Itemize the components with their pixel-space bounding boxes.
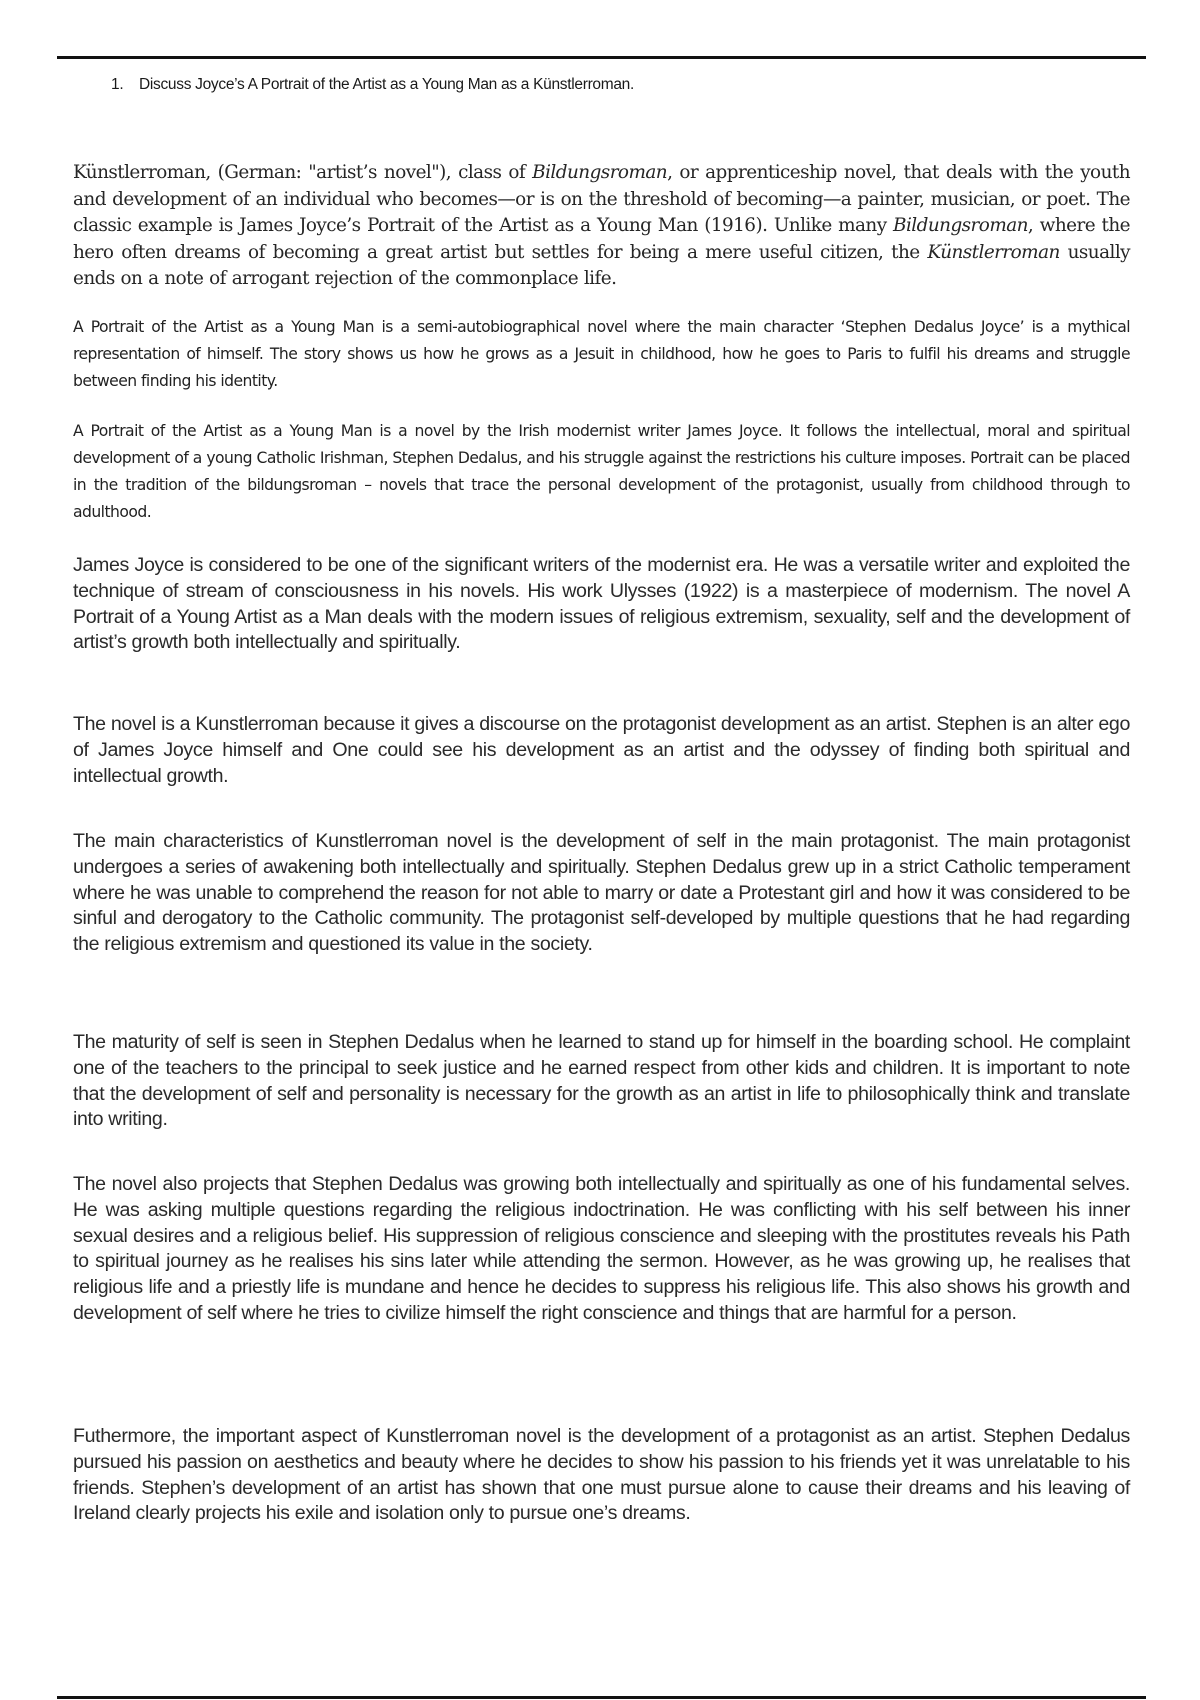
question-number: 1.: [111, 76, 124, 93]
definition-italic-term: Künstlerroman: [927, 241, 1060, 263]
paragraph-furthermore: Futhermore, the important aspect of Kunstlerroman novel is the development of a protagonist as an artist. Stephen Dedalus pursued his passion on aesthetics and beauty where he decides to show his passion to his friends yet it was unrelatable to his friends. Stephen’s development of an artist has shown that one must pursue alone to cause their dreams and his leaving of Ireland clearly projects his exile and isolation only to pursue one’s dreams.: [73, 1425, 1130, 1525]
paragraph-semi-autobiographical: A Portrait of the Artist as a Young Man is a semi-autobiographical novel where the main character ‘Stephen Dedalus Joyce’ is a mythical representation of himself. The story shows us how he grows as a Jesuit in childhood, how he goes to Paris to fulfil his dreams and struggle between finding his identity.: [73, 318, 1130, 390]
paragraph-discourse: The novel is a Kunstlerroman because it gives a discourse on the protagonist development as an artist. Stephen is an alter ego of James Joyce himself and One could see his development as an artist and the odyssey of finding both spiritual and intellectual growth.: [73, 713, 1130, 787]
bottom-divider: [57, 1696, 1146, 1699]
paragraph-maturity: The maturity of self is seen in Stephen Dedalus when he learned to stand up for himself in the boarding school. He complaint one of the teachers to the principal to seek justice and he earned respect from other kids and children. It is important to note that the development of self and personality is necessary for the growth as an artist in life to philosophically think and translate into writing.: [73, 1031, 1130, 1131]
paragraph-characteristics: The main characteristics of Kunstlerroman novel is the development of self in the main protagonist. The main protagonist undergoes a series of awakening both intellectually and spiritually. Stephen Dedalus grew up in a strict Catholic temperament where he was unable to comprehend the reason for not able to marry or date a Protestant girl and how it was considered to be sinful and derogatory to the Catholic community. The protagonist self-developed by multiple questions that he had regarding the religious extremism and questioned its value in the society.: [73, 830, 1130, 956]
question-heading: [111, 76, 634, 94]
paragraph-irish-modernist: A Portrait of the Artist as a Young Man is a novel by the Irish modernist writer James Joyce. It follows the intellectual, moral and spiritual development of a young Catholic Irishman, Stephen Dedalus, and his struggle against the restrictions his culture imposes. Portrait can be placed in the tradition of the bildungsroman – novels that trace the personal development of the protagonist, usually from childhood through to adulthood.: [73, 422, 1130, 521]
paragraph-modernist-era: James Joyce is considered to be one of the significant writers of the modernist era. He was a versatile writer and exploited the technique of stream of consciousness in his novels. His work Ulysses (1922) is a masterpiece of modernism. The novel A Portrait of a Young Artist as a Man deals with the modern issues of religious extremism, sexuality, self and the development of artist’s growth both intellectually and spiritually.: [73, 554, 1130, 654]
paragraph-growth: The novel also projects that Stephen Dedalus was growing both intellectually and spiritually as one of his fundamental selves. He was asking multiple questions regarding the religious indoctrination. He was conflicting with his self between his inner sexual desires and a religious belief. His suppression of religious conscience and sleeping with the prostitutes reveals his Path to spiritual journey as he realises his sins later while attending the sermon. However, as he was growing up, he realises that religious life and a priestly life is mundane and hence he decides to suppress his religious life. This also shows his growth and development of self where he tries to civilize himself the right conscience and things that are harmful for a person.: [73, 1173, 1130, 1324]
definition-italic-term: Bildungsroman: [893, 215, 1028, 236]
definition-text: , where the hero often dreams of becoming a great artist but settles for being a mere useful citizen, the: [73, 215, 1130, 263]
question-text: Discuss Joyce’s A Portrait of the Artist as a Young Man as a Künstlerroman.: [139, 76, 635, 93]
paragraph-definition: [73, 160, 1130, 293]
definition-text: usually ends on a note of arrogant rejection of the commonplace life.: [73, 241, 1130, 289]
definition-text: Künstlerroman, (German: "artist’s novel"), class of: [73, 162, 533, 183]
definition-italic-term: Bildungsroman: [532, 162, 668, 183]
definition-text: , or apprenticeship novel, that deals with the youth and development of an individual who becomes—or is on the threshold of becoming—a painter, musician, or poet. The classic example is James Joyce’s Portrait of the Artist as a Young Man (1916). Unlike many: [73, 162, 1131, 236]
top-divider: [57, 56, 1146, 59]
